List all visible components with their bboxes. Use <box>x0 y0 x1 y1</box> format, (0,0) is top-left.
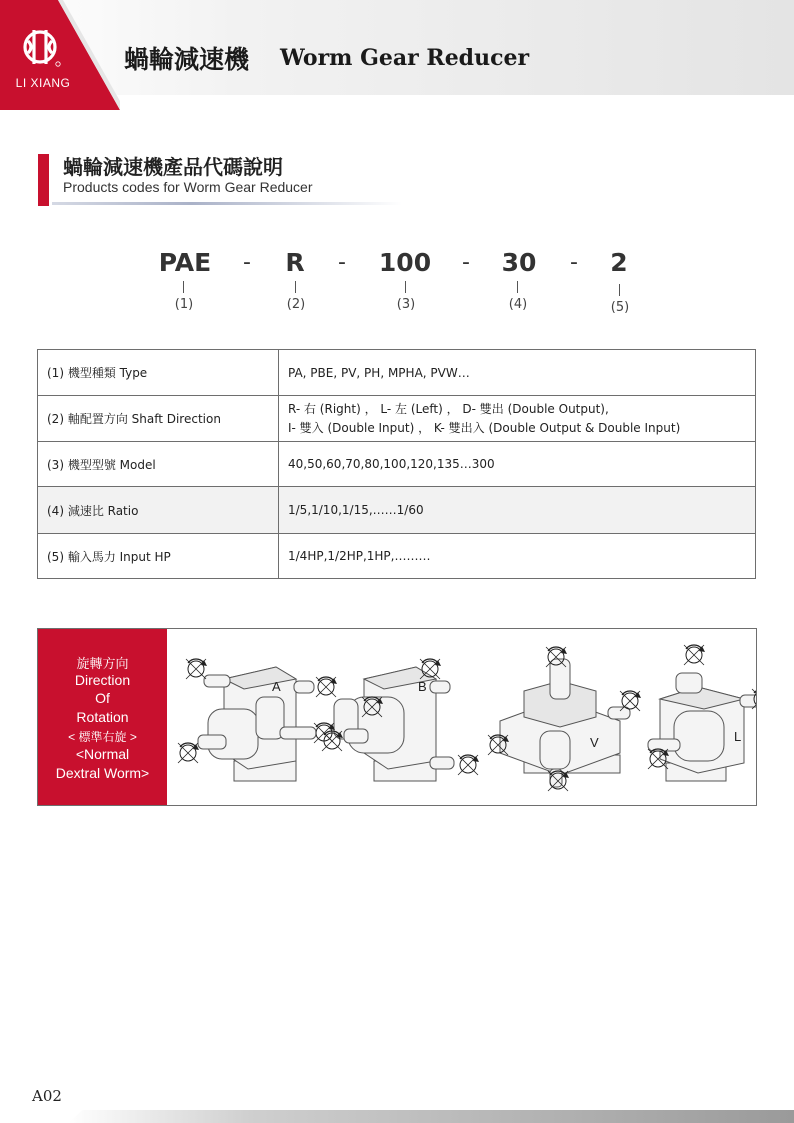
rotation-diagram <box>168 629 756 805</box>
code-separator: - <box>462 250 470 275</box>
spec-table <box>37 349 756 579</box>
section-title-en: Products codes for Worm Gear Reducer <box>63 179 313 195</box>
rotation-line: Direction <box>74 672 131 688</box>
row-value: 40,50,60,70,80,100,120,135…300 <box>279 442 756 487</box>
rotation-line: Dextral Worm> <box>55 765 150 781</box>
table-row <box>38 487 756 534</box>
table-row <box>38 534 756 579</box>
code-index: (5) <box>610 300 630 315</box>
section-title-zh: 蝸輪減速機產品代碼說明 <box>63 155 283 179</box>
code-part-ratio: 30 <box>501 248 537 277</box>
code-tick <box>295 281 296 293</box>
rotation-line: Rotation <box>76 709 129 725</box>
row-label: (1) 機型種類 Type <box>38 350 279 396</box>
row-value-line: R- 右 (Right) ， L- 左 (Left) ， D- 雙出 (Double Output), <box>288 401 609 416</box>
page-number: A02 <box>32 1087 62 1105</box>
code-separator: - <box>338 250 346 275</box>
diagram-label-v: V <box>590 735 599 750</box>
row-label: (5) 輸入馬力 Input HP <box>38 534 279 579</box>
code-separator: - <box>570 250 578 275</box>
row-label: (4) 減速比 Ratio <box>38 487 279 534</box>
code-separator: - <box>243 250 251 275</box>
header-title-en: Worm Gear Reducer <box>280 45 530 71</box>
brand-logo-block <box>0 0 120 110</box>
reducer-a-icon <box>198 667 316 781</box>
code-index: (2) <box>286 297 306 312</box>
rotation-label-panel <box>38 629 167 805</box>
code-part-type: PAE <box>158 248 212 277</box>
diagram-label-l: L <box>734 729 742 744</box>
row-value-line: I- 雙入 (Double Input) ， K- 雙出入 (Double Output & Double Input) <box>288 420 681 435</box>
reducer-b-icon <box>334 667 454 781</box>
table-row <box>38 396 756 442</box>
code-tick <box>517 281 518 293</box>
reducer-v-icon <box>500 659 630 787</box>
code-part-direction: R <box>285 248 305 277</box>
footer-bar <box>68 1110 794 1123</box>
row-value: 1/5,1/10,1/15,……1/60 <box>279 487 756 534</box>
brand-name: LI XIANG <box>15 76 71 90</box>
rotation-direction-panel <box>37 628 757 806</box>
code-index: (3) <box>396 297 416 312</box>
row-value-multiline <box>279 396 756 442</box>
rotation-line: Of <box>95 690 110 706</box>
code-index: (4) <box>508 297 528 312</box>
section-accent-bar <box>38 154 49 206</box>
code-tick <box>619 284 620 296</box>
code-tick <box>183 281 184 293</box>
header-title-zh: 蝸輪減速機 <box>124 45 250 74</box>
code-part-model: 100 <box>378 248 432 277</box>
rotation-title-zh: 旋轉方向 <box>76 656 129 671</box>
row-label: (2) 軸配置方向 Shaft Direction <box>38 396 279 442</box>
table-row <box>38 442 756 487</box>
table-row <box>38 350 756 396</box>
diagram-label-b: B <box>418 679 427 694</box>
code-part-hp: 2 <box>610 248 628 277</box>
code-index: (1) <box>174 297 194 312</box>
rotation-line: < 標準右旋 > <box>68 730 137 744</box>
row-value: PA, PBE, PV, PH, MPHA, PVW… <box>279 350 756 396</box>
code-tick <box>405 281 406 293</box>
row-label: (3) 機型型號 Model <box>38 442 279 487</box>
row-value: 1/4HP,1/2HP,1HP,……… <box>279 534 756 579</box>
rotation-line: <Normal <box>75 746 130 762</box>
diagram-label-a: A <box>272 679 281 694</box>
section-underline <box>52 202 402 205</box>
